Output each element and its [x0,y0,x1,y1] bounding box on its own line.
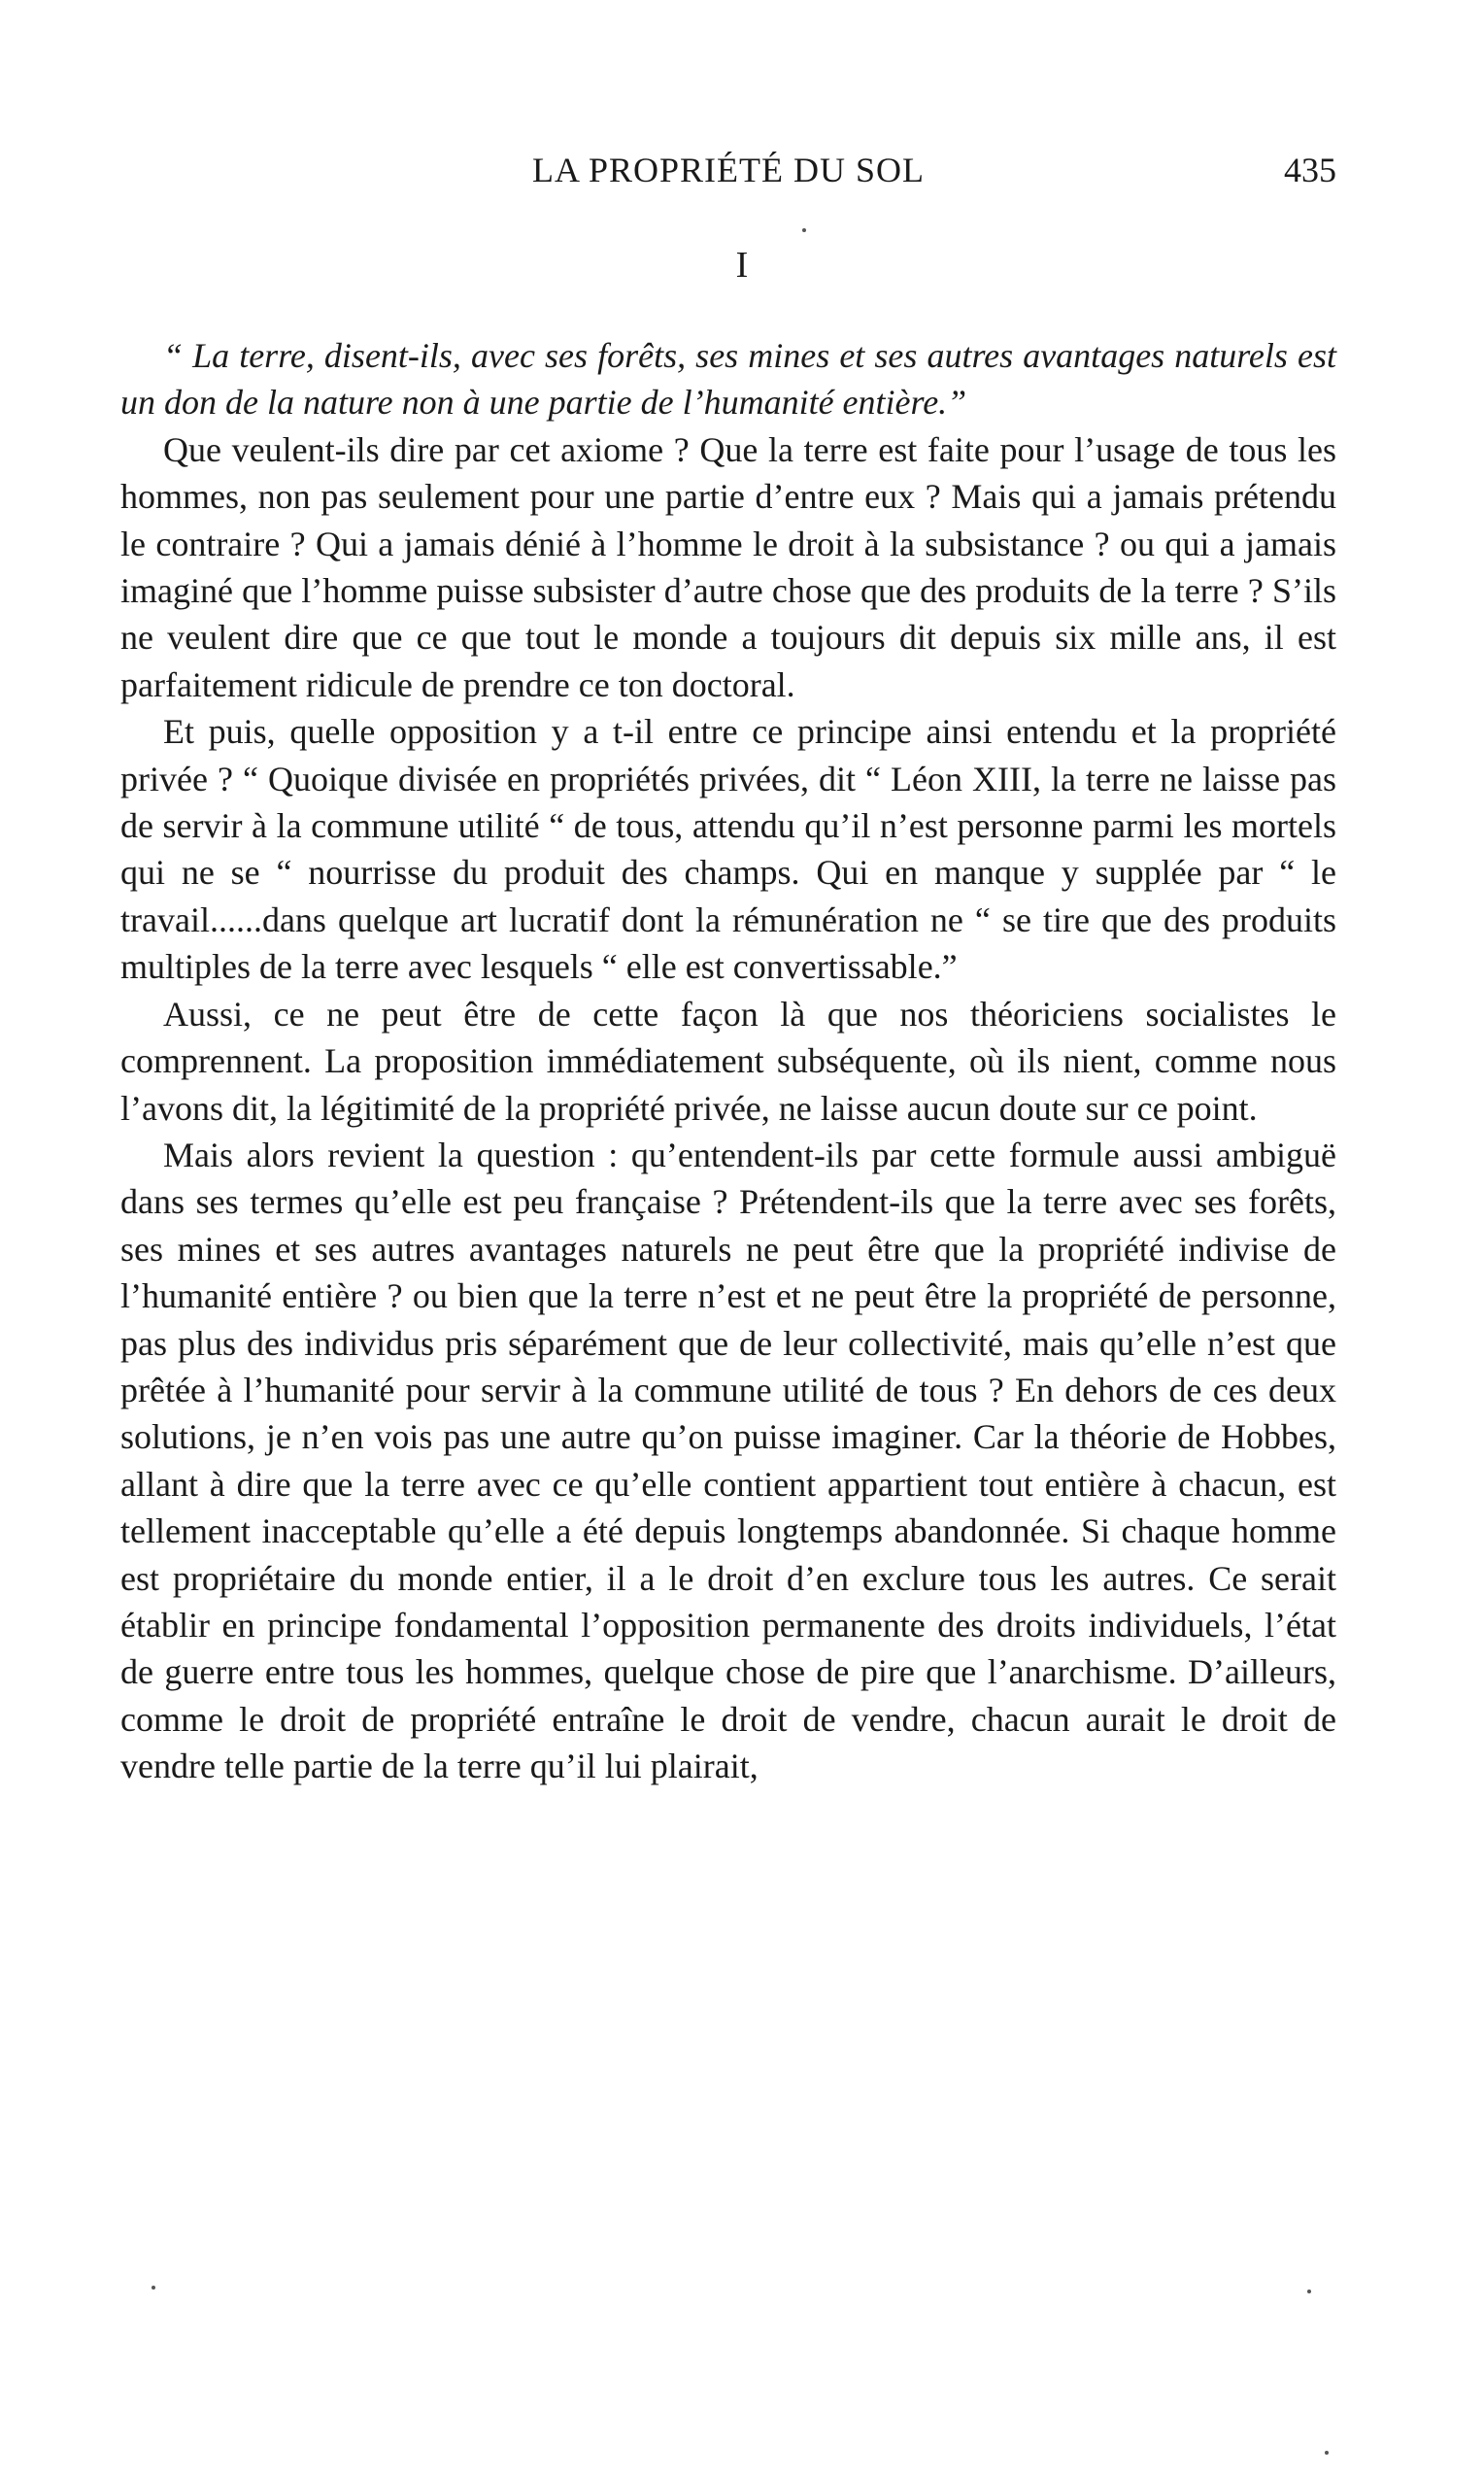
running-title: LA PROPRIÉTÉ DU SOL [531,151,926,189]
print-speck [1307,2290,1311,2293]
body-text [120,332,1336,1790]
print-speck [152,2286,155,2290]
paragraph-3: Aussi, ce ne peut être de cette façon là que nos théoriciens socialistes le comprennent. La proposition immédiatement subséquente, où ils nient, comme nous l’avons dit, la légitimité de la propriété privée, ne laisse aucun doute sur ce point. [120,994,1336,1128]
opening-quote: “ La terre, disent-ils, avec ses forêts, ses mines et ses autres avantages naturels est un don de la nature non à une partie de l’humanité entière.” [120,336,1336,423]
running-head [120,146,1336,194]
quote-paragraph [120,332,1336,426]
paragraph-1: Que veulent-ils dire par cet axiome ? Que la terre est faite pour l’usage de tous les hommes, non pas seulement pour une partie d’entre eux ? Mais qui a jamais prétendu le contraire ? Qui a jamais dénié à l’homme le droit à la subsistance ? ou qui a jamais imaginé que l’homme puisse subsister d’autre chose que des produits de la terre ? S’ils ne veulent dire que ce que tout le monde a toujours dit depuis six mille ans, il est parfaitement ridicule de prendre ce ton doctoral. [120,429,1336,704]
paragraph-4: Mais alors revient la question : qu’entendent-ils par cette formule aussi ambiguë dans ses termes qu’elle est peu française ? Prétendent-ils que la terre avec ses forêts, ses mines et ses autres avantages naturels ne peut être que la propriété indivise de l’humanité entière ? ou bien que la terre n’est et ne peut être la propriété de personne, pas plus des individus pris séparément que de leur collectivité, mais qu’elle n’est que prêtée à l’humanité pour servir à la commune utilité de tous ? En dehors de ces deux solutions, je n’en vois pas une autre qu’on puisse imaginer. Car la théorie de Hobbes, allant à dire que la terre avec ce qu’elle contient appartient tout entière à chacun, est tellement inacceptable qu’elle a été depuis longtemps abandonnée. Si chaque homme est propriétaire du monde entier, il a le droit d’en exclure tous les autres. Ce serait établir en principe fondamental l’opposition permanente des droits individuels, l’état de guerre entre tous les hommes, quelque chose de pire que l’anarchisme. D’ailleurs, comme le droit de propriété entraîne le droit de vendre, chacun aurait le droit de vendre telle partie de la terre qu’il lui plairait, [120,1135,1336,1786]
section-number: I [735,245,749,286]
print-speck [802,228,806,232]
paragraph-2: Et puis, quelle opposition y a t-il entre ce principe ainsi entendu et la propriété privée ? “ Quoique divisée en propriétés privées, dit “ Léon XIII, la terre ne laisse pas de servir à la commune utilité “ de tous, attendu qu’il n’est personne parmi les mortels qui ne se “ nourrisse du produit des champs. Qui en manque y supplée par “ le travail......dans quelque art lucratif dont la rémunération ne “ se tire que des produits multiples de la terre avec lesquels “ elle est convertissable.” [120,712,1336,987]
print-speck [1325,2451,1329,2455]
page-number: 435 [1284,151,1336,189]
